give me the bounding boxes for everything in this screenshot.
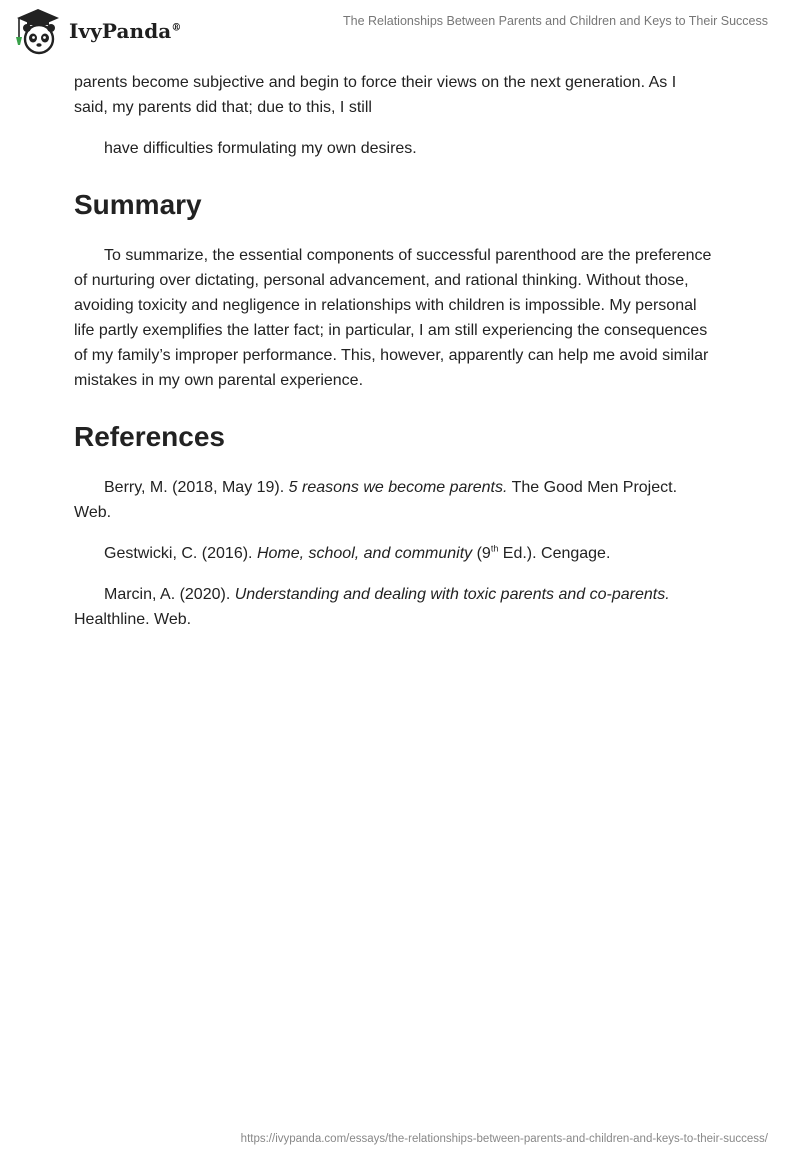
logo-text: IvyPanda® [69,19,182,43]
references-heading: References [74,421,225,452]
page-header [0,0,800,64]
reference-item: Berry, M. (2018, May 19). 5 reasons we become parents. The Good Men Project. Web. [74,479,678,521]
ivypanda-logo[interactable] [14,7,181,55]
paragraph-continued-end: have difficulties formulating my own desires. [104,140,417,157]
reference-item: Marcin, A. (2020). Understanding and dealing with toxic parents and co-parents. Healthline. Web. [74,586,670,628]
paragraph-continued: parents become subjective and begin to force their views on the next generation. As I said, my parents did that; due to this, I still [74,74,677,116]
essay-content [74,70,714,648]
running-title: The Relationships Between Parents and Children and Keys to Their Success [342,14,768,28]
summary-heading: Summary [74,189,202,220]
summary-paragraph: To summarize, the essential components of successful parenthood are the preference of nurturing over dictating, personal advancement, and rational thinking. Without those, avoiding toxicity and negligence in relationships with children is impossible. My personal life partly exemplifies the latter fact; in particular, I am still experiencing the consequences of my family’s improper performance. This, however, apparently can help me avoid similar mistakes in my own parental experience. [74,247,712,389]
reference-item: Gestwicki, C. (2016). Home, school, and community (9th Ed.). Cengage. [104,543,611,562]
source-url-link[interactable]: https://ivypanda.com/essays/the-relationships-between-parents-and-children-and-keys-to-their-success/ [240,1133,768,1145]
panda-graduation-icon [14,7,62,55]
